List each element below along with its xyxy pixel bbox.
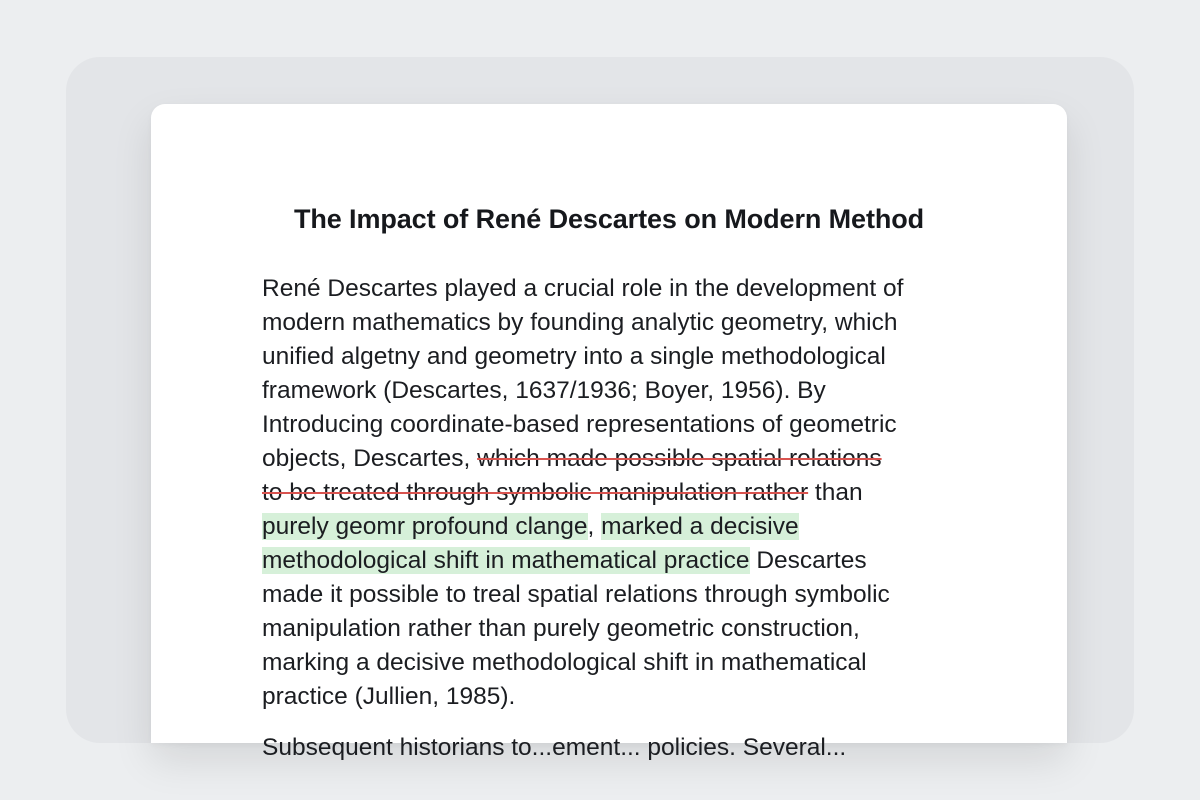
text-line	[262, 476, 962, 510]
tracked-insertion[interactable]: purely geomr profound clange	[262, 513, 588, 540]
plain-text: Descartes	[749, 547, 867, 574]
text-line	[262, 510, 962, 544]
text-line	[262, 544, 962, 578]
text-line: Introducing coordinate-based representations of geometric	[262, 411, 897, 438]
document-title: The Impact of René Descartes on Modern Method	[293, 204, 925, 234]
tracked-deletion[interactable]: which made possible spatial relations	[477, 445, 882, 472]
tracked-deletion[interactable]: to be treated through symbolic manipulation rather	[262, 479, 809, 506]
text-line: unified algetny and geometry into a single methodological	[262, 343, 886, 370]
paragraph-2-partial[interactable]: Subsequent historians to...ement... policies. Several...	[262, 734, 847, 761]
paragraph-1[interactable]	[262, 272, 962, 714]
text-line: modern mathematics by founding analytic geometry, which	[262, 309, 898, 336]
text-line: manipulation rather than purely geometric construction,	[262, 615, 860, 642]
text-line: marking a decisive methodological shift in mathematical	[262, 649, 867, 676]
text-line	[262, 442, 962, 476]
text-line: made it possible to treal spatial relations through symbolic	[262, 581, 890, 608]
tracked-insertion[interactable]: methodological shift in mathematical practice	[262, 547, 750, 574]
text-line: René Descartes played a crucial role in the development of	[262, 275, 904, 302]
plain-text: objects, Descartes,	[262, 445, 478, 472]
text-line: framework (Descartes, 1637/1936; Boyer, 1956). By	[262, 377, 826, 404]
plain-text: than	[808, 479, 863, 506]
tracked-insertion[interactable]: marked a decisive	[601, 513, 799, 540]
text-line: practice (Jullien, 1985).	[262, 683, 516, 710]
plain-text: ,	[587, 513, 602, 540]
document-page[interactable]	[151, 104, 1067, 761]
